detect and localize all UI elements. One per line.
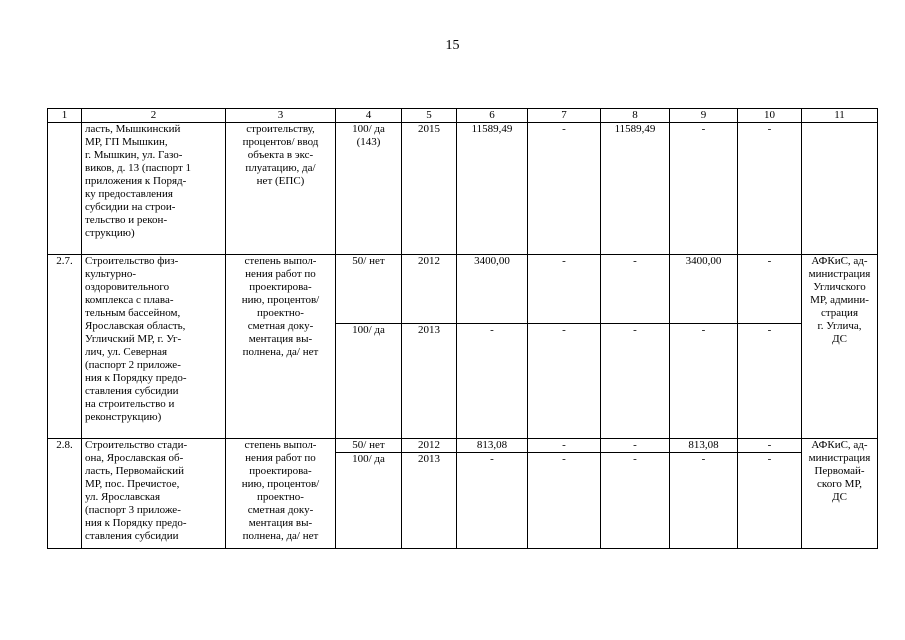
amount-cell: -	[601, 255, 670, 324]
amount-cell: -	[457, 324, 528, 439]
amount-cell: 11589,49	[457, 123, 528, 255]
indicator-value: 100/ да (143)	[336, 123, 402, 255]
row-number: 2.8.	[48, 439, 82, 549]
amount-cell: -	[457, 453, 528, 549]
header-cell: 8	[601, 109, 670, 123]
table-header-row	[48, 109, 878, 123]
header-cell: 3	[226, 109, 336, 123]
indicator-value: 100/ да	[336, 324, 402, 439]
row-number: 2.7.	[48, 255, 82, 439]
responsible-cell: АФКиС, ад- министрация Угличского МР, админи- страция г. Углича, ДС	[802, 255, 878, 439]
amount-cell: -	[738, 453, 802, 549]
page-number: 15	[445, 38, 460, 53]
indicator-value: 50/ нет	[336, 439, 402, 453]
amount-cell: -	[670, 453, 738, 549]
amount-cell: -	[528, 453, 601, 549]
indicator-description: степень выпол- нения работ по проектирова- нию, процентов/ проектно- сметная доку- ментация вы- полнена, да/ нет	[226, 439, 336, 549]
amount-cell: -	[738, 123, 802, 255]
amount-cell: -	[528, 123, 601, 255]
amount-cell: -	[738, 439, 802, 453]
indicator-value: 50/ нет	[336, 255, 402, 324]
amount-cell: -	[738, 255, 802, 324]
indicator-value: 100/ да	[336, 453, 402, 549]
program-table	[47, 108, 878, 549]
year-cell: 2015	[402, 123, 457, 255]
table-row	[48, 439, 878, 453]
amount-cell: -	[601, 439, 670, 453]
responsible-cell	[802, 123, 878, 255]
table-row	[48, 123, 878, 255]
amount-cell: -	[528, 439, 601, 453]
year-cell: 2013	[402, 324, 457, 439]
amount-cell: -	[601, 453, 670, 549]
indicator-description: степень выпол- нения работ по проектирова- нию, процентов/ проектно- сметная доку- ментация вы- полнена, да/ нет	[226, 255, 336, 439]
header-cell: 10	[738, 109, 802, 123]
amount-cell: -	[601, 324, 670, 439]
year-cell: 2012	[402, 255, 457, 324]
amount-cell: 11589,49	[601, 123, 670, 255]
indicator-description: строительству, процентов/ ввод объекта в экс- плуатацию, да/ нет (ЕПС)	[226, 123, 336, 255]
amount-cell: 3400,00	[670, 255, 738, 324]
row-number	[48, 123, 82, 255]
amount-cell: -	[670, 324, 738, 439]
header-cell: 2	[82, 109, 226, 123]
header-cell: 9	[670, 109, 738, 123]
amount-cell: -	[528, 255, 601, 324]
amount-cell: 3400,00	[457, 255, 528, 324]
object-description: Строительство физ- культурно- оздоровительного комплекса с плава- тельным бассейном, Ярославская область, Угличский МР, г. Уг- лич, ул. Северная (паспорт 2 приложе- ния к Порядку предо- ставления субсидии на строительство и реконструкцию)	[82, 255, 226, 439]
table-row	[48, 255, 878, 324]
header-cell: 4	[336, 109, 402, 123]
year-cell: 2013	[402, 453, 457, 549]
responsible-cell: АФКиС, ад- министрация Первомай- ского МР, ДС	[802, 439, 878, 549]
header-cell: 1	[48, 109, 82, 123]
header-cell: 5	[402, 109, 457, 123]
amount-cell: 813,08	[457, 439, 528, 453]
amount-cell: -	[670, 123, 738, 255]
object-description: Строительство стади- она, Ярославская об- ласть, Первомайский МР, пос. Пречистое, ул. Ярославская (паспорт 3 приложе- ния к Порядку предо- ставления субсидии	[82, 439, 226, 549]
year-cell: 2012	[402, 439, 457, 453]
amount-cell: -	[528, 324, 601, 439]
header-cell: 7	[528, 109, 601, 123]
header-cell: 11	[802, 109, 878, 123]
header-cell: 6	[457, 109, 528, 123]
object-description: ласть, Мышкинский МР, ГП Мышкин, г. Мышкин, ул. Газо- виков, д. 13 (паспорт 1 приложения к Поряд- ку предоставления субсидии на строи- тельство и рекон- струкцию)	[82, 123, 226, 255]
amount-cell: 813,08	[670, 439, 738, 453]
amount-cell: -	[738, 324, 802, 439]
